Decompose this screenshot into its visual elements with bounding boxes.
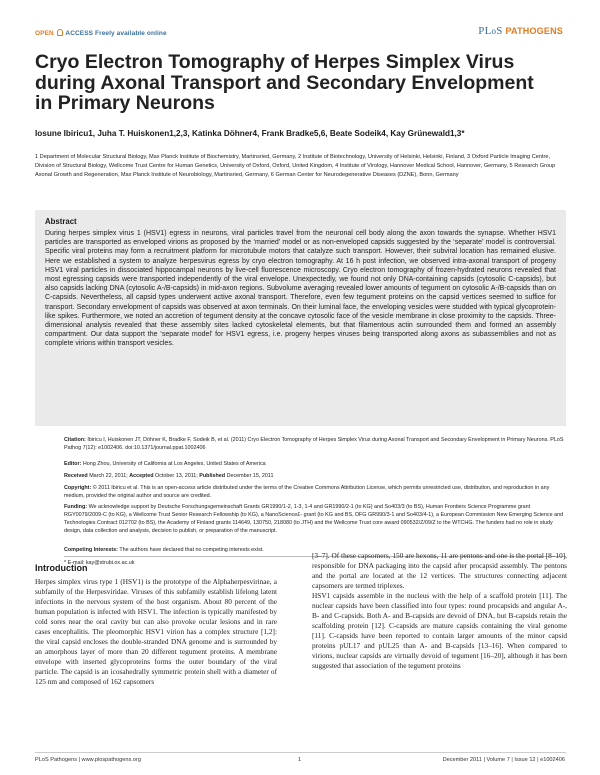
journal-logo[interactable]	[478, 25, 563, 37]
affiliations: 1 Department of Molecular Structural Biology, Max Planck Institute of Biochemistry, Martinsried, Germany, 2 Institute of Biotechnology, University of Helsinki, Helsinki, Finland, 3 Oxford Particle Imaging Centre, Division of Structural Biology, Wellcome Trust Centre for Human Genetics, University of Oxford, Oxford, United Kingdom, 4 Institute of Virology, Hannover Medical School, Hannover, Germany, 5 Research Group Axonal Growth and Regeneration, Max Planck Institute of Neurobiology, Martinsried, Germany, 6 German Center for Neurodegenerative Diseases (DZNE), Bonn, Germany	[35, 154, 556, 178]
funding	[64, 503, 564, 535]
citation	[64, 436, 564, 452]
page-number: 1	[298, 757, 302, 763]
author-list: Iosune Ibiricu1, Juha T. Huiskonen1,2,3, Katinka Döhner4, Frank Bradke5,6, Beate Sodeik4, Kay Grünewald1,3*	[35, 129, 465, 138]
copyright	[64, 484, 564, 500]
citation-label: Citation:	[64, 437, 86, 443]
logo-s: S	[496, 25, 503, 37]
access-label: ACCESS Freely available online	[65, 30, 167, 37]
published-label: Published	[199, 473, 226, 479]
open-label: OPEN	[35, 30, 54, 37]
published-date: December 15, 2011	[226, 473, 274, 479]
accepted-label: Accepted	[129, 473, 154, 479]
dates	[64, 472, 564, 480]
email[interactable]: * E-mail: kay@strubi.ox.ac.uk	[64, 560, 135, 566]
funding-text: We acknowledge support by Deutsche Forschungsgemeinschaft Grants GR1990/1-2, 1-3, 1-4 and GR1990/2-1 (to KG) and So403/3 (to BS), Human Frontiers Science Programme grant RGY0079/2009-C (to KG), a Wellcome Trust Senior Research Fellowship (to KG), a NanoScience£- grant (to KG and BS, DFG GR990/3-1 and So403/4-1), a European Commission New Emerging Science and Technologies Contract 012702 (to BS), the Academy of Finland grants 114649, 130750, 218080 (to JTH) and the Wellcome Trust core award 090532/Z/09/Z to the WTCHG. The funders had no role in study design, data collection and analysis, decision to publish, or preparation of the manuscript.	[64, 504, 564, 534]
received-date: March 22, 2011;	[89, 473, 128, 479]
footer-issue: December 2011 | Volume 7 | Issue 12 | e1002406	[442, 757, 565, 763]
logo-pathogens: PATHOGENS	[505, 26, 563, 36]
intro-column-2: [3–7]. Of these capsomers, 150 are hexons, 11 are pentons and one is the portal [8–10], responsible for DNA packaging into the capsid after procapsid assembly. The pentons and the portal are located at the 12 vertices. The structures connecting adjacent capsomers are termed triplexes. HSV1 capsids assemble in the nucleus with the help of a scaffold protein [11]. The nuclear capsids have been classified into four types: round procapsids and angular A-, B- and C-capsids. Both A- and B-capsids are devoid of DNA, but B-capsids retain the scaffolding protein [12]. C-capsids are mature capsids containing the viral genome [11]. C-capsids have been reported to contain larger amounts of the minor capsid proteins pUL17 and pUL25 than A- and B-capsids [13–16]. When compared to virions, nuclear capsids are virtually devoid of tegument [16–20], although it has been suggested that association of the tegument proteins	[312, 551, 567, 670]
competing-label: Competing Interests:	[64, 547, 118, 553]
funding-label: Funding:	[64, 504, 88, 510]
copyright-text: © 2011 Ibiricu et al. This is an open-access article distributed under the terms of the Creative Commons Attribution License, which permits unrestricted use, distribution, and reproduction in any medium, provided the original author and source are credited.	[64, 485, 550, 499]
editor	[64, 460, 564, 468]
abstract-box	[35, 210, 566, 426]
logo-pl: PL	[478, 25, 492, 37]
open-lock-icon	[57, 29, 63, 36]
received-label: Received	[64, 473, 88, 479]
editor-label: Editor:	[64, 461, 82, 467]
article-title: Cryo Electron Tomography of Herpes Simplex Virus during Axonal Transport and Secondary Envelopment in Primary Neurons	[35, 51, 534, 114]
footer-journal[interactable]: PLoS Pathogens | www.plospathogens.org	[35, 757, 141, 763]
citation-text[interactable]: Ibiricu I, Huiskonen JT, Döhner K, Bradke F, Sodeik B, et al. (2011) Cryo Electron Tomography of Herpes Simplex Virus during Axonal Transport and Secondary Envelopment in Primary Neurons. PLoS Pathog 7(12): e1002406. doi:10.1371/journal.ppat.1002406	[64, 437, 564, 451]
editor-text: Hong Zhou, University of California at Los Angeles, United States of America	[82, 461, 266, 467]
abstract-text: During herpes simplex virus 1 (HSV1) egress in neurons, viral particles travel from the neuronal cell body along the axon towards the synapse. Whether HSV1 particles are transported as enveloped virions as proposed by the ‘married’ model or as non-enveloped capsids suggested by the ‘separate’ model is controversial. Specific viral proteins may form a recruitment platform for microtubule motors that catalyze such transport. However, their subviral location has remained elusive. Here we established a system to analyze herpesvirus egress by cryo electron tomography. At 16 h post infection, we observed intra-axonal transport of progeny HSV1 viral particles in dissociated hippocampal neurons by live-cell fluorescence microscopy. Cryo electron tomography of frozen-hydrated neurons revealed that most egressing capsids were transported independently of the viral envelope. Unexpectedly, we found not only DNA-containing capsids (cytosolic C-capsids), but also capsids lacking DNA (cytosolic A-/B-capsids) in mid-axon regions. Subvolume averaging revealed lower amounts of tegument on cytosolic A-/B-capsids than on C-capsids. Nevertheless, all capsid types underwent active axonal transport. Therefore, even few tegument proteins on the capsid vertices seemed to suffice for transport. Secondary envelopment of capsids was observed at axon terminals. On their luminal face, the enveloping vesicles were studded with typical glycoprotein-like spikes. Furthermore, we noted an accretion of tegument density at the concave cytosolic face of the vesicle membrane in close proximity to the capsids. Three-dimensional analysis revealed that these assembly sites lacked cytoskeletal elements, but that filamentous actin surrounded them and formed an assembly compartment. Our data support the ‘separate model’ for HSV1 egress, i.e. progeny herpes viruses being transported along axons as subassemblies and not as complete virions within transport vesicles.	[45, 230, 556, 348]
logo-o: o	[491, 26, 497, 36]
copyright-label: Copyright:	[64, 485, 92, 491]
open-access-banner	[35, 29, 167, 37]
intro-column-1: Herpes simplex virus type 1 (HSV1) is the prototype of the Alphaherpesvirinae, a subfamily of the Herpesviridae. Viruses of this subfamily establish lifelong latent infections in the nervous system of the host organism. About 80 percent of the human population is infected with HSV1. The infection is typically manifested by cold sores near the oral cavity but can also provoke ocular lesions and in rare cases encephalitis. The pleomorphic HSV1 virion has a complex structure [1,2]: the viral capsid encloses the double-stranded DNA genome and is surrounded by an amorphous layer of more than 20 different tegument proteins. A membrane envelope with inserted glycoproteins forms the outer boundary of the viral particle. The capsid is an icosahedrally symmetric protein shell with a diameter of 125 nm and composed of 162 capsomers	[35, 577, 277, 686]
footer-rule	[35, 752, 566, 753]
abstract-heading: Abstract	[45, 217, 77, 226]
competing-text: The authors have declared that no competing interests exist.	[119, 547, 264, 553]
accepted-date: October 13, 2011;	[155, 473, 198, 479]
intro-heading: Introduction	[35, 563, 88, 573]
